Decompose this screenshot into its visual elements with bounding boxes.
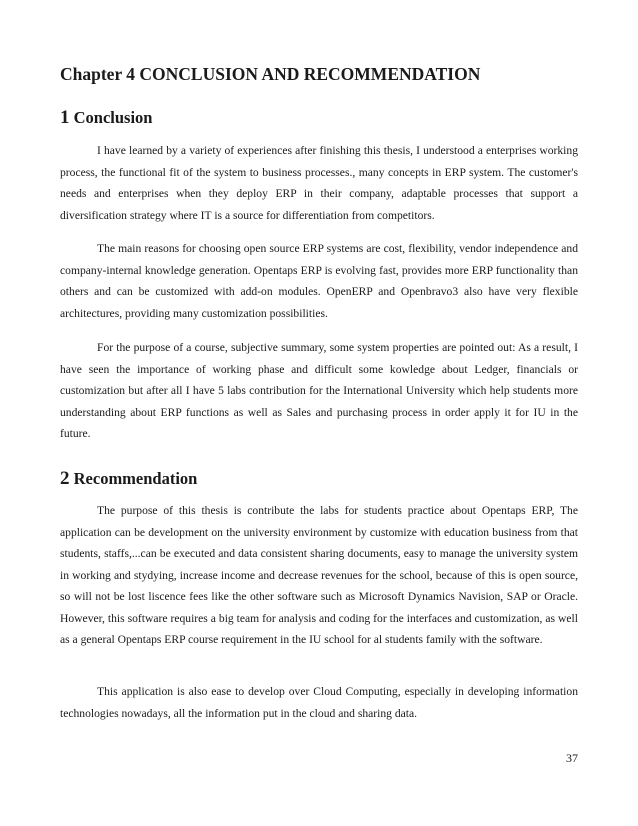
section-title: Conclusion — [73, 108, 153, 127]
chapter-title: Chapter 4 CONCLUSION AND RECOMMENDATION — [60, 64, 481, 84]
section-number: 1 — [60, 107, 70, 128]
section-heading-recommendation — [60, 468, 578, 490]
paragraph: For the purpose of a course, subjective summary, some system properties are pointed out: As a result, I have seen the importance of working phase and difficult some kowledge about Ledger, financials or customization but after all I have 5 labs contribution for the International University which help students more understanding about ERP functions as well as Sales and purchasing process in order apply it for IU in the future. — [60, 341, 578, 440]
section-heading-conclusion — [60, 107, 578, 129]
paragraph: The purpose of this thesis is contribute the labs for students practice about Opentaps ERP, The application can be development on the university environment by customize with education business from that students, staffs,...can be executed and data consistent sharing documents, easy to manage the university system in working and stydying, increase income and decrease revenues for the school, because of this is open source, so will not be lost liscence fees like the other software such as Microsoft Dynamics Navision, SAP or Oracle. However, this software requires a big team for analysis and coding for the interfaces and customization, as well as a general Opentaps ERP course requirement in the IU school for al students family with the software. — [60, 504, 578, 646]
section-title: Recommendation — [73, 469, 198, 488]
paragraph: This application is also ease to develop over Cloud Computing, especially in developing information technologies nowadays, all the information put in the cloud and sharing data. — [60, 685, 578, 720]
paragraph: The main reasons for choosing open source ERP systems are cost, flexibility, vendor independence and company-internal knowledge generation. Opentaps ERP is evolving fast, provides more ERP functionality than others and can be customized with add-on modules. OpenERP and Openbravo3 also have very flexible architectures, providing many customization possibilities. — [60, 242, 578, 320]
section-number: 2 — [60, 468, 70, 489]
paragraph: I have learned by a variety of experiences after finishing this thesis, I understood a enterprises working process, the functional fit of the system to business processes., many concepts in ERP system. The customer's needs and enterprises when they deploy ERP in their company, adaptable processes that support a diversification strategy where IT is a source for differentiation from competitors. — [60, 144, 578, 222]
page-number: 37 — [566, 751, 578, 765]
